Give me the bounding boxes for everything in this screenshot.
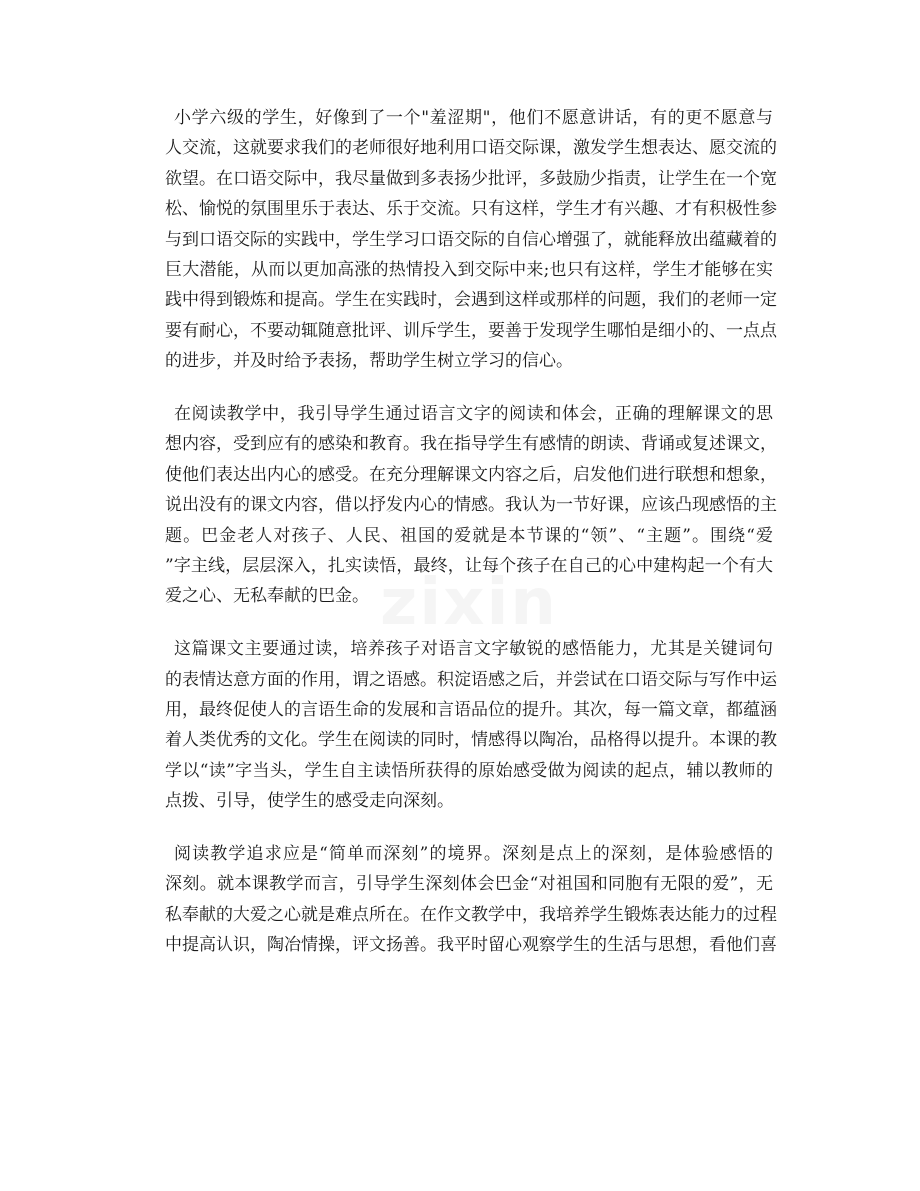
watermark: zixin xyxy=(380,566,558,640)
text-line: 点拨、引导，使学生的感受走向深刻。 xyxy=(165,791,454,812)
document-body xyxy=(165,103,777,983)
text-line: 着人类优秀的文化。学生在阅读的同时，情感得以陶冶，品格得以提升。本课的教 xyxy=(165,730,777,751)
text-line: 中提高认识，陶冶情操，评文扬善。我平时留心观察学生的生活与思想，看他们喜 xyxy=(165,935,777,956)
text-line: 小学六级的学生，好像到了一个"羞涩期"，他们不愿意讲话，有的更不愿意与 xyxy=(174,108,773,128)
text-line: 使他们表达出内心的感受。在充分理解课文内容之后，启发他们进行联想和想象， xyxy=(165,464,777,485)
text-line: 巨大潜能，从而以更加高涨的热情投入到交际中来;也只有这样，学生才能够在实 xyxy=(165,259,773,280)
text-line: 这篇课文主要通过读，培养孩子对语言文字敏锐的感悟能力，尤其是关键词句 xyxy=(174,639,773,660)
text-line: 与到口语交际的实践中，学生学习口语交际的自信心增强了，就能释放出蕴藏着的 xyxy=(165,229,777,250)
text-line: 的进步，并及时给予表扬，帮助学生树立学习的信心。 xyxy=(165,351,573,372)
text-line: 说出没有的课文内容，借以抒发内心的情感。我认为一节好课，应该凸现感悟的主 xyxy=(165,495,777,516)
text-line: ”字主线，层层深入，扎实读悟，最终，让每个孩子在自己的心中建构起一个有大 xyxy=(165,555,773,576)
paragraph xyxy=(165,103,777,377)
text-line: 松、愉悦的氛围里乐于表达、乐于交流。只有这样，学生才有兴趣、才有积极性参 xyxy=(165,199,777,220)
text-line: 欲望。在口语交际中，我尽量做到多表扬少批评，多鼓励少指责，让学生在一个宽 xyxy=(165,168,777,189)
text-line: 深刻。就本课教学而言，引导学生深刻体会巴金“对祖国和同胞有无限的爱”，无 xyxy=(165,874,773,895)
text-line: 私奉献的大爱之心就是难点所在。在作文教学中，我培养学生锻炼表达能力的过程 xyxy=(165,904,777,925)
paragraph xyxy=(165,839,777,961)
text-line: 爱之心、无私奉献的巴金。 xyxy=(165,586,369,607)
text-line: 阅读教学追求应是“简单而深刻”的境界。深刻是点上的深刻，是体验感悟的 xyxy=(174,844,773,865)
text-line: 想内容，受到应有的感染和教育。我在指导学生有感情的朗读、背诵或复述课文， xyxy=(165,434,777,455)
text-line: 用，最终促使人的言语生命的发展和言语品位的提升。其次，每一篇文章，都蕴涵 xyxy=(165,700,777,721)
text-line: 人交流，这就要求我们的老师很好地利用口语交际课，激发学生想表达、愿交流的 xyxy=(165,138,777,159)
text-line: 学以“读”字当头，学生自主读悟所获得的原始感受做为阅读的起点，辅以教师的 xyxy=(165,760,773,781)
text-line: 题。巴金老人对孩子、人民、祖国的爱就是本节课的“领”、“主题”。围绕“爱 xyxy=(165,525,774,546)
text-line: 的表情达意方面的作用，谓之语感。积淀语感之后，并尝试在口语交际与写作中运 xyxy=(165,669,777,690)
paragraph xyxy=(165,634,777,816)
text-line: 要有耐心，不要动辄随意批评、训斥学生，要善于发现学生哪怕是细小的、一点点 xyxy=(165,320,777,341)
text-line: 在阅读教学中，我引导学生通过语言文字的阅读和体会，正确的理解课文的思 xyxy=(174,404,773,425)
paragraph xyxy=(165,399,777,612)
text-line: 践中得到锻炼和提高。学生在实践时，会遇到这样或那样的问题，我们的老师一定 xyxy=(165,290,777,311)
